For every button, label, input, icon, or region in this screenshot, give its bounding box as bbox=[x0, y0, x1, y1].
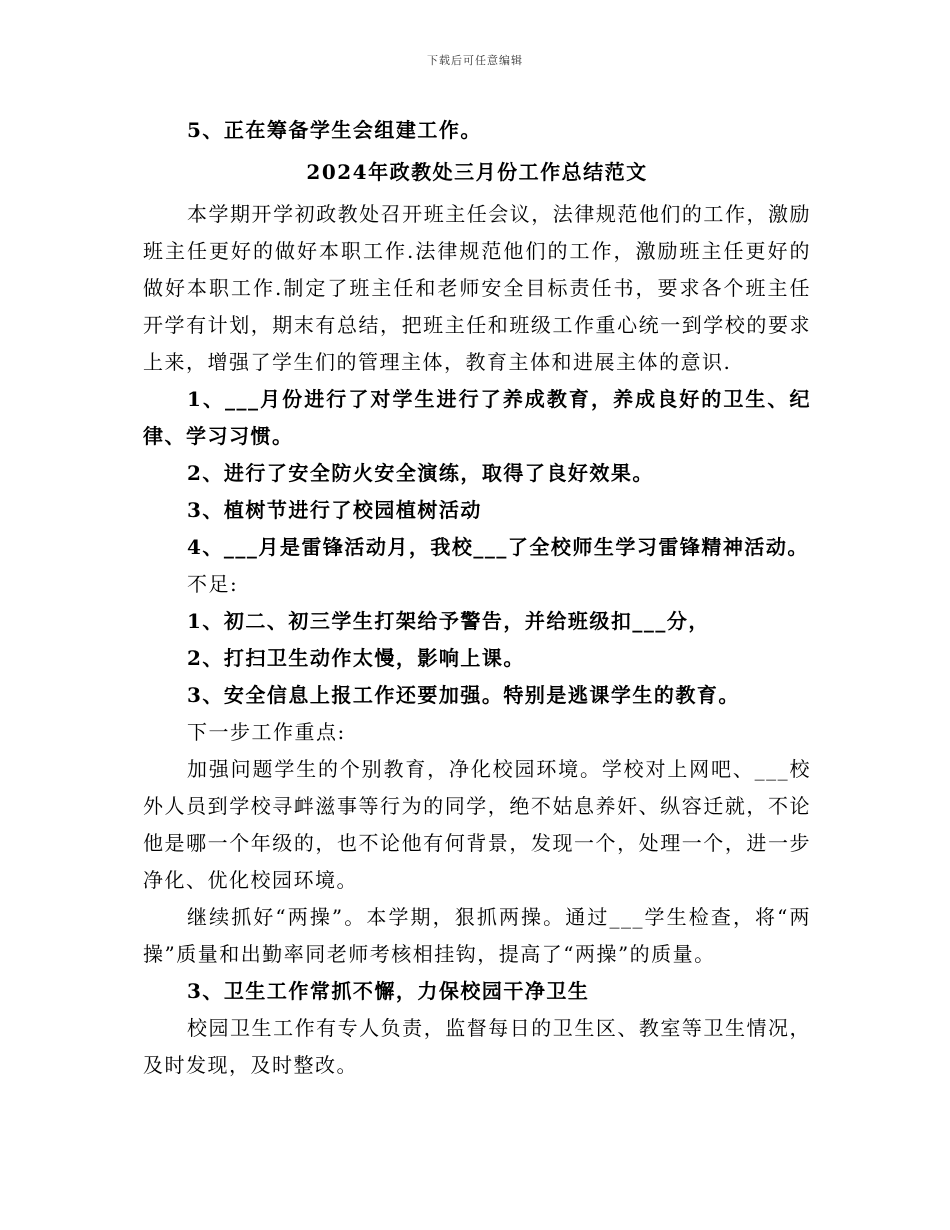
item-5-student-union: 5、正在筹备学生会组建工作。 bbox=[187, 118, 482, 142]
next-step-two-exercises: 继续抓好“两操”。本学期，狠抓两操。通过___学生检查，将“两操”质量和出勤率同老师考核相挂钩，提高了“两操”的质量。 bbox=[143, 905, 811, 966]
document-body bbox=[143, 112, 811, 1084]
shortcoming-2: 2、打扫卫生动作太慢，影响上课。 bbox=[187, 646, 525, 670]
next-steps-heading: 下一步工作重点: bbox=[187, 720, 346, 744]
shortcoming-1: 1、初二、初三学生打架给予警告，并给班级扣___分， bbox=[187, 609, 710, 633]
item-4-leifeng-month: 4、___月是雷锋活动月，我校___了全校师生学习雷锋精神活动。 bbox=[187, 535, 809, 559]
shortcomings-heading: 不足: bbox=[187, 572, 239, 596]
item-1-habit-education: 1、___月份进行了对学生进行了养成教育，养成良好的卫生、纪律、学习习惯。 bbox=[143, 387, 811, 448]
intro-paragraph: 本学期开学初政教处召开班主任会议，法律规范他们的工作，激励班主任更好的做好本职工作.法律规范他们的工作，激励班主任更好的做好本职工作.制定了班主任和老师安全目标责任书，要求各个班主任开学有计划，期末有总结，把班主任和班级工作重心统一到学校的要求上来，增强了学生们的管理主体，教育主体和进展主体的意识. bbox=[143, 202, 811, 374]
shortcoming-3: 3、安全信息上报工作还要加强。特别是逃课学生的教育。 bbox=[187, 683, 740, 707]
next-step-individual-education: 加强问题学生的个别教育，净化校园环境。学校对上网吧、___校外人员到学校寻衅滋事等行为的同学，绝不姑息养奸、纵容迁就，不论他是哪一个年级的，也不论他有何背景，发现一个，处理一个，进一步净化、优化校园环境。 bbox=[143, 757, 811, 892]
item-3-hygiene-work: 3、卫生工作常抓不懈，力保校园干净卫生 bbox=[187, 979, 590, 1003]
document-title: 2024年政教处三月份工作总结范文 bbox=[306, 160, 648, 184]
page-header: 下载后可任意编辑 bbox=[427, 54, 523, 67]
item-2-fire-drill: 2、进行了安全防火安全演练，取得了良好效果。 bbox=[187, 461, 654, 485]
hygiene-paragraph: 校园卫生工作有专人负责，监督每日的卫生区、教室等卫生情况，及时发现，及时整改。 bbox=[143, 1016, 811, 1077]
item-3-tree-planting: 3、植树节进行了校园植树活动 bbox=[187, 498, 482, 522]
